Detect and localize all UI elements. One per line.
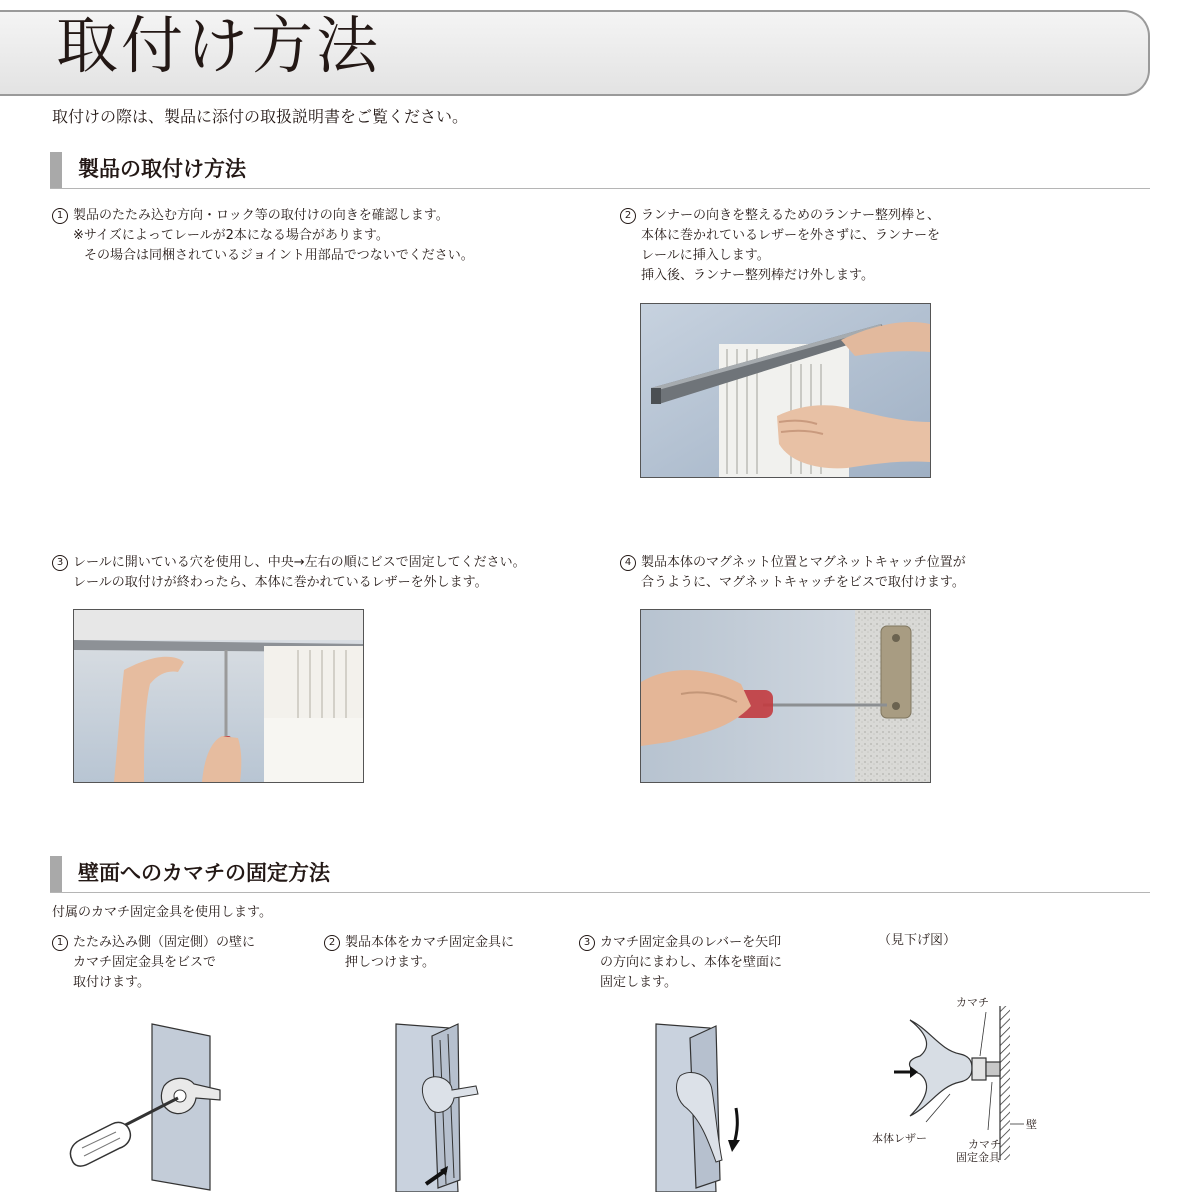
step-text: たたみ込み側（固定側）の壁に — [73, 935, 256, 950]
step-text: の方向にまわし、本体を壁面に — [600, 955, 783, 970]
illustration-lever-rotation — [650, 1020, 760, 1192]
label-kamachi-bracket — [956, 1138, 1001, 1164]
step-number: 1 — [52, 935, 68, 951]
page-title: 取付け方法 — [56, 9, 382, 82]
step-text: 本体に巻かれているレザーを外さずに、ランナーを — [641, 228, 941, 243]
step-text: カマチ固定金具をビスで — [73, 955, 217, 970]
section2-intro: 付属のカマチ固定金具を使用します。 — [52, 905, 272, 920]
label-body-leather: 本体レザー — [872, 1132, 927, 1145]
section-marker — [50, 856, 62, 892]
section-marker — [50, 152, 62, 188]
step-number: 3 — [579, 935, 595, 951]
step-number: 2 — [324, 935, 340, 951]
step-text: 固定します。 — [600, 975, 677, 990]
step-number: 3 — [52, 555, 68, 571]
step-text: 挿入後、ランナー整列棒だけ外します。 — [641, 268, 874, 283]
kamachi-step-3 — [579, 933, 782, 993]
illustration-bracket-screwing — [60, 1020, 230, 1192]
step-text: ※サイズによってレールが2本になる場合があります。 — [73, 228, 389, 243]
kamachi-step-2 — [324, 933, 514, 973]
photo-magnet-catch-fixing — [640, 609, 931, 783]
install-step-3 — [52, 553, 526, 593]
install-step-1 — [52, 206, 474, 266]
step-text: レールの取付けが終わったら、本体に巻かれているレザーを外します。 — [73, 575, 488, 590]
step-text: 製品本体のマグネット位置とマグネットキャッチ位置が — [641, 555, 966, 570]
install-step-4 — [620, 553, 966, 593]
step-text: その場合は同梱されているジョイント用部品でつないでください。 — [84, 248, 474, 263]
plan-view-title: （見下げ図） — [878, 933, 957, 948]
label-wall: 壁 — [1026, 1118, 1037, 1131]
section-heading-product-install — [50, 152, 1150, 189]
kamachi-step-1 — [52, 933, 255, 993]
label-bracket-line-1: カマチ — [968, 1138, 1001, 1151]
step-text: ランナーの向きを整えるためのランナー整列棒と、 — [641, 208, 941, 223]
install-step-2 — [620, 206, 940, 286]
photo-rail-insertion — [640, 303, 931, 478]
photo-rail-screw-fixing — [73, 609, 364, 783]
step-text: 押しつけます。 — [345, 955, 435, 970]
label-kamachi: カマチ — [956, 996, 989, 1009]
step-number: 1 — [52, 208, 68, 224]
step-text: 取付けます。 — [73, 975, 150, 990]
step-text: レールに挿入します。 — [641, 248, 770, 263]
step-text: カマチ固定金具のレバーを矢印 — [600, 935, 782, 950]
label-bracket-line-2: 固定金具 — [956, 1151, 1000, 1164]
section-heading-kamachi-fixing — [50, 856, 1150, 893]
plan-view-diagram — [860, 990, 1060, 1170]
step-text: 製品のたたみ込む方向・ロック等の取付けの向きを確認します。 — [73, 208, 449, 223]
step-number: 4 — [620, 555, 636, 571]
intro-text: 取付けの際は、製品に添付の取扱説明書をご覧ください。 — [52, 107, 469, 126]
illustration-press-body — [390, 1020, 500, 1192]
step-text: 製品本体をカマチ固定金具に — [345, 935, 515, 950]
section-title: 壁面へのカマチの固定方法 — [78, 861, 330, 885]
step-text: レールに開いている穴を使用し、中央→左右の順にビスで固定してください。 — [73, 555, 526, 570]
step-text: 合うように、マグネットキャッチをビスで取付けます。 — [641, 575, 965, 590]
step-number: 2 — [620, 208, 636, 224]
section-title: 製品の取付け方法 — [78, 157, 246, 181]
